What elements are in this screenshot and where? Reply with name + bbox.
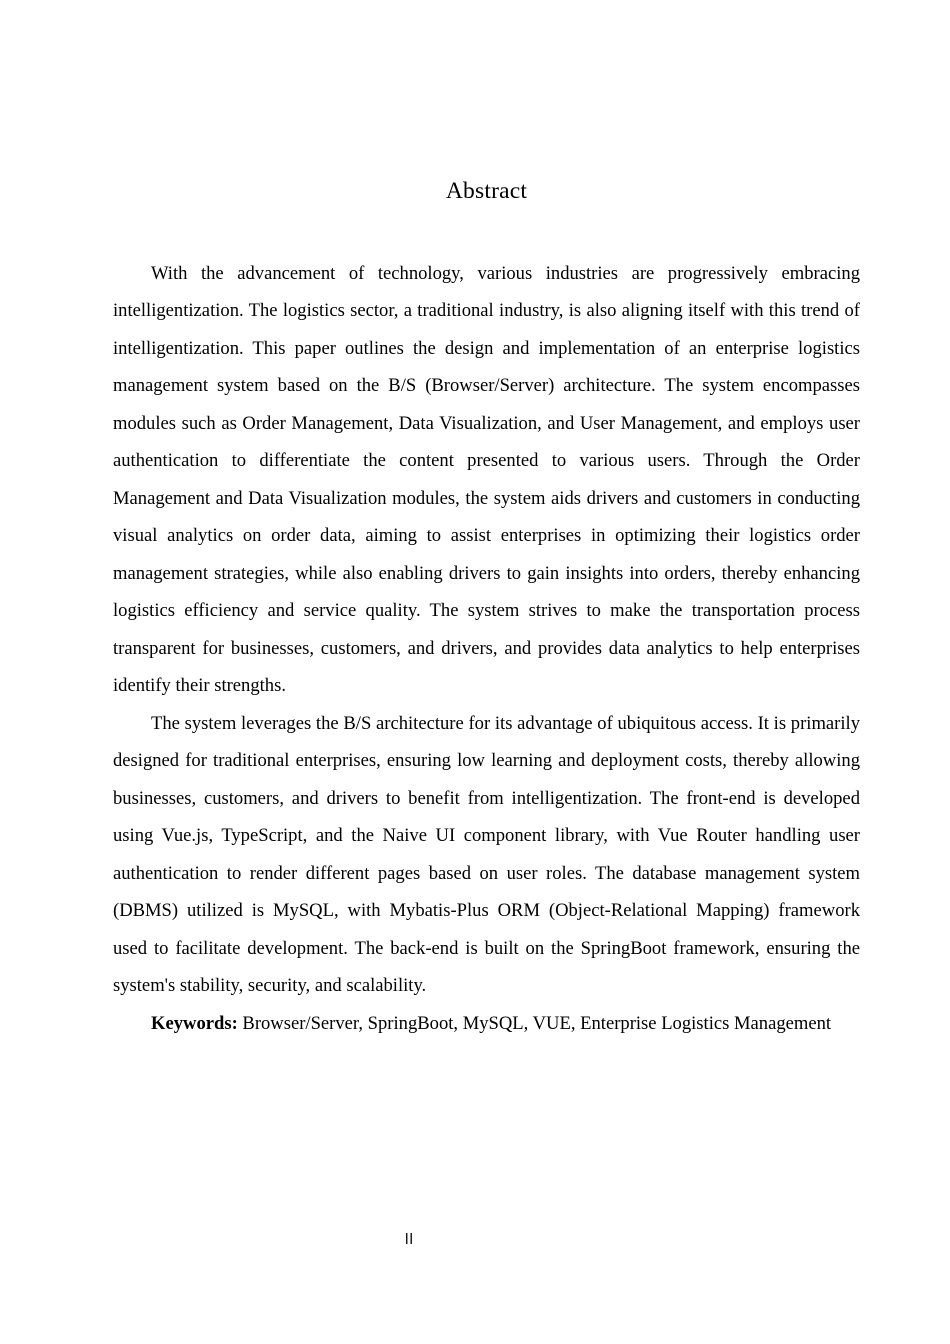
abstract-paragraph-2: The system leverages the B/S architecture for its advantage of ubiquitous access. It is primarily designed for traditional enterprises, ensuring low learning and deployment costs, thereby allowing businesses, customers, and drivers to benefit from intelligentization. The front-end is developed using Vue.js, TypeScript, and the Naive UI component library, with Vue Router handling user authentication to render different pages based on user roles. The database management system (DBMS) utilized is MySQL, with Mybatis-Plus ORM (Object-Relational Mapping) framework used to facilitate development. The back-end is built on the SpringBoot framework, ensuring the system's stability, security, and scalability.: [113, 712, 860, 996]
abstract-paragraph-1: With the advancement of technology, various industries are progressively embracing intelligentization. The logistics sector, a traditional industry, is also aligning itself with this trend of intelligentization. This paper outlines the design and implementation of an enterprise logistics management system based on the B/S (Browser/Server) architecture. The system encompasses modules such as Order Management, Data Visualization, and User Management, and employs user authentication to differentiate the content presented to various users. Through the Order Management and Data Visualization modules, the system aids drivers and customers in conducting visual analytics on order data, aiming to assist enterprises in optimizing their logistics order management strategies, while also enabling drivers to gain insights into orders, thereby enhancing logistics efficiency and service quality. The system strives to make the transportation process transparent for businesses, customers, and drivers, and provides data analytics to help enterprises identify their strengths.: [113, 262, 860, 696]
keywords-line: [113, 1005, 860, 1043]
document-content-area: [113, 0, 860, 1042]
page-title: Abstract: [445, 178, 528, 204]
page-number: II: [404, 1231, 414, 1248]
keywords-label: Keywords:: [151, 1012, 238, 1034]
abstract-body: [113, 255, 860, 1043]
keywords-value: Browser/Server, SpringBoot, MySQL, VUE, Enterprise Logistics Management: [237, 1012, 832, 1034]
